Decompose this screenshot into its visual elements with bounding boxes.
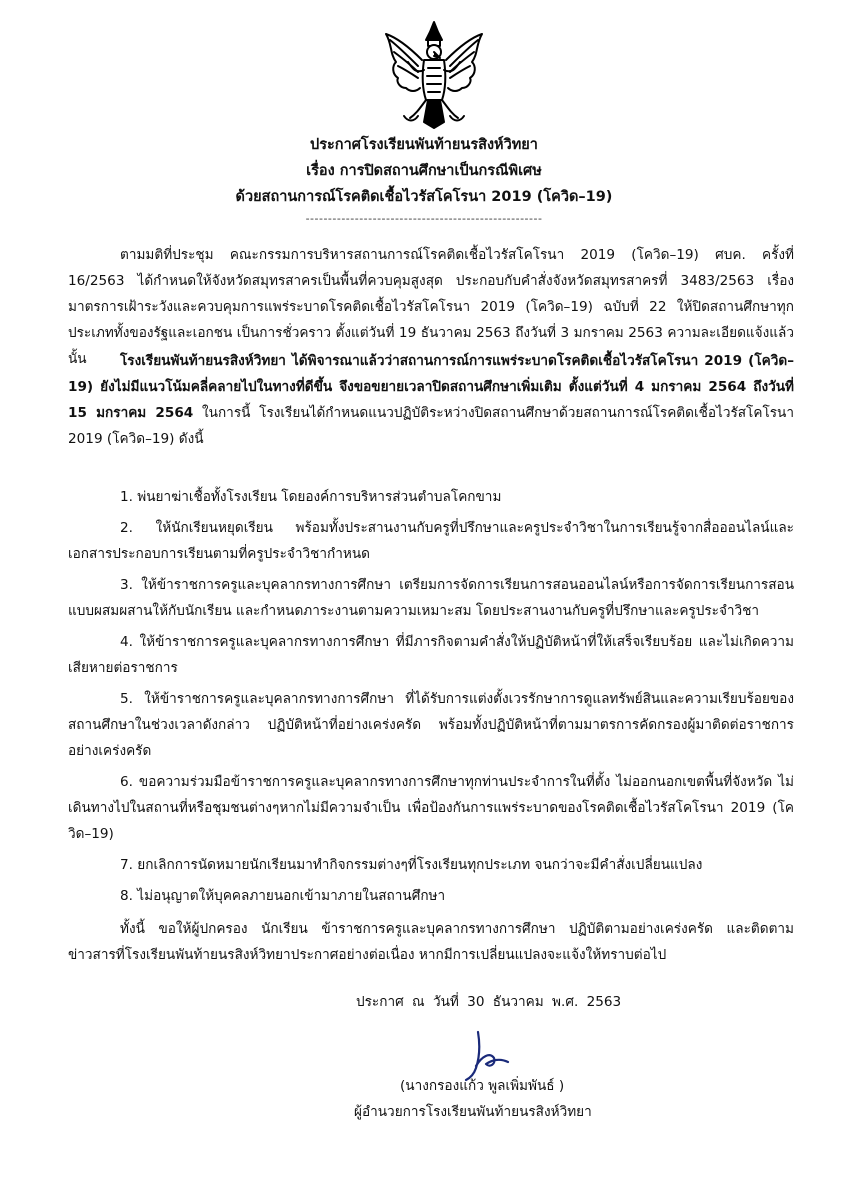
closing-paragraph: ทั้งนี้ ขอให้ผู้ปกครอง นักเรียน ข้าราชการครูและบุคลากรทางการศึกษา ปฏิบัติตามอย่างเคร่งครัด และติดตามข่าวสารที่โรงเรียนพันท้ายนรสิงห์วิทยาประกาศอย่างต่อเนื่อง หากมีการเปลี่ยนแปลงจะแจ้งให้ทราบต่อไป (68, 921, 794, 963)
paragraph-decision-bold: โรงเรียนพันท้ายนรสิงห์วิทยา ได้พิจารณาแล้วว่าสถานการณ์การแพร่ระบาดโรคติดเชื้อไวรัสโคโรนา 2019 (โควิด–19) ยังไม่มีแนวโน้มคลี่คลายไปในทางที่ดีขึ้น จึงขอขยายเวลาปิดสถานศึกษาเพิ่มเติม ตั้งแต่วันที่ 4 มกราคม 2564 ถึงวันที่ 15 มกราคม 2564 (68, 353, 794, 421)
paragraph-decision-normal: ในการนี้ โรงเรียนได้กำหนดแนวปฏิบัติระหว่างปิดสถานศึกษาด้วยสถานการณ์โรคติดเชื้อไวรัสโคโรนา 2019 (โควิด–19) ดังนี้ (68, 405, 794, 447)
list-item: 5. ให้ข้าราชการครูและบุคลากรทางการศึกษา ที่ได้รับการแต่งตั้งเวรรักษาการดูแลทรัพย์สินและความเรียบร้อยของสถานศึกษาในช่วงเวลาดังกล่าว ปฏิบัติหน้าที่อย่างเคร่งครัด พร้อมทั้งปฏิบัติหน้าที่ตามมาตรการคัดกรองผู้มาติดต่อราชการอย่างเคร่งครัด (68, 691, 794, 759)
list-item: 6. ขอความร่วมมือข้าราชการครูและบุคลากรทางการศึกษาทุกท่านประจำการในที่ตั้ง ไม่ออกนอกเขตพื้นที่จังหวัด ไม่เดินทางไปในสถานที่หรือชุมชนต่างๆหากไม่มีความจำเป็น เพื่อป้องกันการแพร่ระบาดของโรคติดเชื้อไวรัสโคโรนา 2019 (โควิด–19) (68, 774, 794, 842)
announcement-date: ประกาศ ณ วันที่ 30 ธันวาคม พ.ศ. 2563 (356, 994, 622, 1010)
signer-position: ผู้อำนวยการโรงเรียนพันท้ายนรสิงห์วิทยา (354, 1104, 592, 1120)
garuda-emblem-icon (382, 18, 486, 130)
list-item: 3. ให้ข้าราชการครูและบุคลากรทางการศึกษา เตรียมการจัดการเรียนการสอนออนไลน์หรือการจัดการเรียนการสอนแบบผสมผสานให้กับนักเรียน และกำหนดภาระงานตามความเหมาะสม โดยประสานงานกับครูที่ปรึกษาและครูประจำวิชา (68, 577, 794, 619)
list-item: 1. พ่นยาฆ่าเชื้อทั้งโรงเรียน โดยองค์การบริหารส่วนตำบลโคกขาม (120, 489, 502, 505)
paragraph-decision (68, 348, 794, 452)
announcement-title: ประกาศโรงเรียนพันท้ายนรสิงห์วิทยา (310, 137, 538, 153)
list-item: 8. ไม่อนุญาตให้บุคคลภายนอกเข้ามาภายในสถานศึกษา (120, 888, 446, 904)
announcement-cause: ด้วยสถานการณ์โรคติดเชื้อไวรัสโคโรนา 2019 (โควิด–19) (235, 189, 613, 205)
paragraph-reference-text: ตามมติที่ประชุม คณะกรรมการบริหารสถานการณ์โรคติดเชื้อไวรัสโคโรนา 2019 (โควิด–19) ศบค. ครั้งที่ 16/2563 ได้กำหนดให้จังหวัดสมุทรสาครเป็นพื้นที่ควบคุมสูงสุด ประกอบกับคำสั่งจังหวัดสมุทรสาครที่ 3483/2563 เรื่อง มาตรการเฝ้าระวังและควบคุมการแพร่ระบาดโรคติดเชื้อไวรัสโคโรนา 2019 (โควิด–19) ฉบับที่ 22 ให้ปิดสถานศึกษาทุกประเภททั้งของรัฐและเอกชน เป็นการชั่วคราว ตั้งแต่วันที่ 19 ธันวาคม 2563 ถึงวันที่ 3 มกราคม 2563 ความละเอียดแจ้งแล้วนั้น (68, 247, 794, 367)
list-item: 7. ยกเลิกการนัดหมายนักเรียนมาทำกิจกรรมต่างๆที่โรงเรียนทุกประเภท จนกว่าจะมีคำสั่งเปลี่ยนแปลง (120, 857, 703, 873)
header-separator: ----------------------------------------------------- (305, 212, 543, 225)
list-item: 4. ให้ข้าราชการครูและบุคลากรทางการศึกษา ที่มีภารกิจตามคำสั่งให้ปฏิบัติหน้าที่ให้เสร็จเรียบร้อย และไม่เกิดความเสียหายต่อราชการ (68, 634, 794, 676)
guideline-list (68, 484, 794, 914)
announcement-subject: เรื่อง การปิดสถานศึกษาเป็นกรณีพิเศษ (306, 163, 542, 179)
signer-name: (นางกรองแก้ว พูลเพิ่มพันธ์ ) (400, 1078, 565, 1094)
list-item: 2. ให้นักเรียนหยุดเรียน พร้อมทั้งประสานงานกับครูที่ปรึกษาและครูประจำวิชาในการเรียนรู้จากสื่อออนไลน์และเอกสารประกอบการเรียนตามที่ครูประจำวิชากำหนด (68, 520, 794, 562)
